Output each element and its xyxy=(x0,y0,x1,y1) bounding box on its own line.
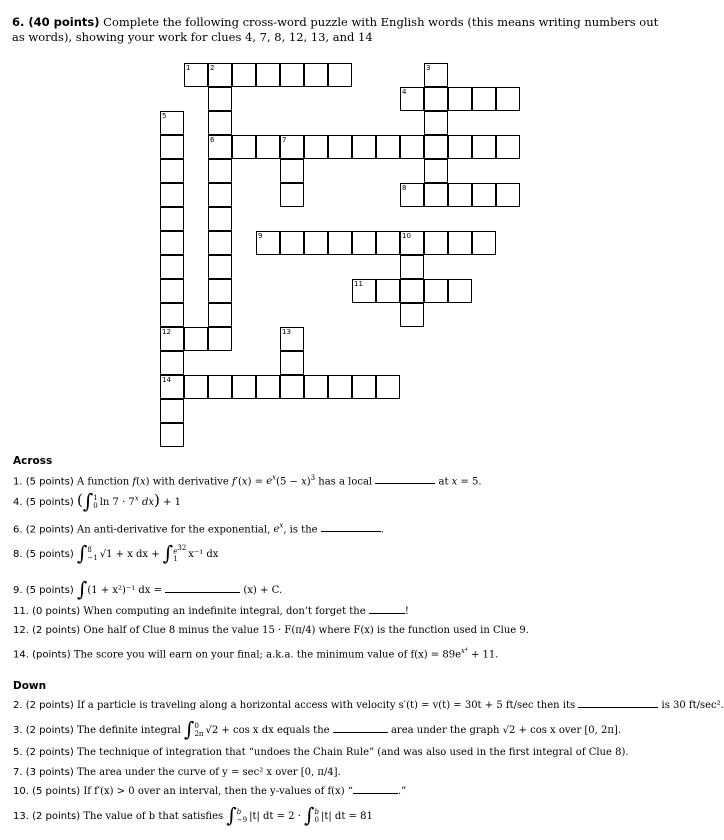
answer-blank[interactable] xyxy=(321,522,381,532)
crossword-cell[interactable] xyxy=(376,135,400,159)
clue-across-14: 14. (points) The score you will earn on your final; a.k.a. the minimum value of $f(x) = 89e^{x^4} + 11$. xyxy=(13,647,499,661)
crossword-cell[interactable] xyxy=(208,183,232,207)
crossword-cell[interactable] xyxy=(160,111,184,135)
crossword-cell[interactable] xyxy=(160,399,184,423)
question-text: Complete the following cross-word puzzle with English words (this means writing numbers out as words), showing your work for clues 4, 7, 8, 12, 13, and 14 xyxy=(12,15,659,44)
answer-blank[interactable] xyxy=(333,723,388,733)
crossword-cell[interactable] xyxy=(304,135,328,159)
question-number: 6. (40 points) xyxy=(12,15,100,29)
crossword-cell[interactable] xyxy=(160,183,184,207)
crossword-cell[interactable] xyxy=(160,135,184,159)
clue-number: 2 xyxy=(210,64,215,72)
crossword-cell[interactable] xyxy=(256,135,280,159)
clue-across-6: 6. (2 points) An anti-derivative for the exponential, $e^x$, is the . xyxy=(13,522,384,536)
crossword-cell[interactable] xyxy=(424,159,448,183)
clue-number: 8 xyxy=(402,184,407,192)
crossword-cell[interactable] xyxy=(208,207,232,231)
crossword-cell[interactable] xyxy=(280,63,304,87)
crossword-cell[interactable] xyxy=(160,375,184,399)
clue-number: 13 xyxy=(282,328,291,336)
clue-across-4: 4. (5 points) (∫ 1 0 $\ln 7 \cdot 7^x$ dx) + 1 xyxy=(13,489,181,513)
crossword-cell[interactable] xyxy=(160,159,184,183)
clue-number: 11 xyxy=(354,280,363,288)
crossword-cell[interactable] xyxy=(232,63,256,87)
crossword-grid xyxy=(0,0,678,440)
crossword-cell[interactable] xyxy=(208,231,232,255)
crossword-cell[interactable] xyxy=(328,231,352,255)
clue-number: 10 xyxy=(402,232,411,240)
crossword-cell[interactable] xyxy=(208,279,232,303)
crossword-cell[interactable] xyxy=(448,135,472,159)
clue-down-7: 7. (3 points) The area under the curve of y = sec² x over [0, π/4]. xyxy=(13,767,341,778)
clue-number: 3 xyxy=(426,64,431,72)
crossword-cell[interactable] xyxy=(256,63,280,87)
clue-down-2: 2. (2 points) If a particle is traveling along a horizontal access with velocity s′(t) = v(t) = 30t + 5 ft/sec then its is 30 ft/sec². xyxy=(13,700,724,711)
crossword-cell[interactable] xyxy=(160,327,184,351)
crossword-cell[interactable] xyxy=(496,135,520,159)
clue-number: 1 xyxy=(186,64,191,72)
clue-number: 7 xyxy=(282,136,287,144)
crossword-cell[interactable] xyxy=(328,63,352,87)
crossword-cell[interactable] xyxy=(352,231,376,255)
crossword-cell[interactable] xyxy=(304,375,328,399)
crossword-cell[interactable] xyxy=(400,135,424,159)
crossword-cell[interactable] xyxy=(376,375,400,399)
crossword-cell[interactable] xyxy=(232,135,256,159)
crossword-cell[interactable] xyxy=(160,351,184,375)
crossword-cell[interactable] xyxy=(448,87,472,111)
crossword-cell[interactable] xyxy=(280,231,304,255)
crossword-cell[interactable] xyxy=(280,159,304,183)
crossword-cell[interactable] xyxy=(208,375,232,399)
crossword-cell[interactable] xyxy=(376,231,400,255)
crossword-cell[interactable] xyxy=(160,303,184,327)
crossword-cell[interactable] xyxy=(376,279,400,303)
crossword-cell[interactable] xyxy=(160,207,184,231)
crossword-cell[interactable] xyxy=(400,255,424,279)
crossword-cell[interactable] xyxy=(208,255,232,279)
clue-down-3: 3. (2 points) The definite integral ∫ 0 2π √2 + cos x dx equals the area under the graph √2 + cos x over [0, 2π]. xyxy=(13,717,622,741)
crossword-cell[interactable] xyxy=(424,135,448,159)
crossword-cell[interactable] xyxy=(424,87,448,111)
crossword-cell[interactable] xyxy=(472,135,496,159)
crossword-cell[interactable] xyxy=(400,303,424,327)
crossword-cell[interactable] xyxy=(304,63,328,87)
clue-down-10: 10. (5 points) If f′(x) > 0 over an interval, then the y-values of f(x) “ .” xyxy=(13,786,407,797)
crossword-cell[interactable] xyxy=(352,375,376,399)
crossword-cell[interactable] xyxy=(400,183,424,207)
crossword-cell[interactable] xyxy=(448,279,472,303)
crossword-cell[interactable] xyxy=(424,63,448,87)
crossword-cell[interactable] xyxy=(184,63,208,87)
crossword-cell[interactable] xyxy=(424,183,448,207)
crossword-cell[interactable] xyxy=(472,231,496,255)
clue-number: 5 xyxy=(162,112,167,120)
crossword-cell[interactable] xyxy=(472,87,496,111)
answer-blank[interactable] xyxy=(353,784,398,794)
crossword-cell[interactable] xyxy=(424,111,448,135)
answer-blank[interactable] xyxy=(165,583,240,593)
crossword-cell[interactable] xyxy=(184,327,208,351)
clue-number: 14 xyxy=(162,376,171,384)
crossword-cell[interactable] xyxy=(400,87,424,111)
clue-down-5: 5. (2 points) The technique of integration that “undoes the Chain Rule” (and was also used in the first integral of Clue 8). xyxy=(13,747,629,758)
clue-across-9: 9. (5 points) ∫(1 + x²)⁻¹ dx = (x) + C. xyxy=(13,577,283,601)
crossword-cell[interactable] xyxy=(208,87,232,111)
crossword-cell[interactable] xyxy=(424,231,448,255)
crossword-cell[interactable] xyxy=(496,87,520,111)
crossword-cell[interactable] xyxy=(496,183,520,207)
crossword-cell[interactable] xyxy=(424,279,448,303)
crossword-cell[interactable] xyxy=(280,375,304,399)
crossword-cell[interactable] xyxy=(352,279,376,303)
crossword-cell[interactable] xyxy=(280,135,304,159)
crossword-cell[interactable] xyxy=(280,351,304,375)
crossword-cell[interactable] xyxy=(280,327,304,351)
crossword-cell[interactable] xyxy=(472,183,496,207)
crossword-cell[interactable] xyxy=(160,255,184,279)
crossword-cell[interactable] xyxy=(280,183,304,207)
crossword-cell[interactable] xyxy=(448,231,472,255)
crossword-cell[interactable] xyxy=(208,111,232,135)
crossword-cell[interactable] xyxy=(328,135,352,159)
clue-across-8: 8. (5 points) ∫ 8 −1 √1 + x dx + ∫ $e^{32}$ 1 x⁻¹ dx xyxy=(13,541,219,565)
clue-across-1: 1. (5 points) A function f(x) with derivative $f'(x) = e^x(5 - x)^3$ has a local at x = 5. xyxy=(13,474,482,488)
answer-blank[interactable] xyxy=(369,604,405,614)
crossword-cell[interactable] xyxy=(160,231,184,255)
crossword-cell[interactable] xyxy=(352,135,376,159)
crossword-cell[interactable] xyxy=(208,63,232,87)
crossword-cell[interactable] xyxy=(400,279,424,303)
clue-number: 12 xyxy=(162,328,171,336)
crossword-cell[interactable] xyxy=(208,135,232,159)
clue-across-11: 11. (0 points) When computing an indefinite integral, don’t forget the ! xyxy=(13,606,409,617)
clue-number: 6 xyxy=(210,136,215,144)
clue-down-13: 13. (2 points) The value of b that satisfies ∫ b −9 |t| dt = 2 · ∫ b 0 |t| dt = 81 xyxy=(13,803,373,827)
answer-blank[interactable] xyxy=(375,474,435,484)
clue-number: 4 xyxy=(402,88,407,96)
crossword-cell[interactable] xyxy=(232,375,256,399)
crossword-cell[interactable] xyxy=(160,423,184,447)
crossword-cell[interactable] xyxy=(304,231,328,255)
clue-across-12: 12. (2 points) One half of Clue 8 minus the value 15 · F(π/4) where F(x) is the function used in Clue 9. xyxy=(13,625,529,636)
clue-number: 9 xyxy=(258,232,263,240)
crossword-cell[interactable] xyxy=(208,159,232,183)
crossword-cell[interactable] xyxy=(208,303,232,327)
crossword-cell[interactable] xyxy=(328,375,352,399)
across-heading: Across xyxy=(13,455,53,467)
crossword-cell[interactable] xyxy=(256,375,280,399)
crossword-cell[interactable] xyxy=(184,375,208,399)
crossword-cell[interactable] xyxy=(448,183,472,207)
crossword-cell[interactable] xyxy=(160,279,184,303)
answer-blank[interactable] xyxy=(578,698,658,708)
down-heading: Down xyxy=(13,680,47,692)
crossword-cell[interactable] xyxy=(400,231,424,255)
crossword-cell[interactable] xyxy=(256,231,280,255)
crossword-cell[interactable] xyxy=(208,327,232,351)
